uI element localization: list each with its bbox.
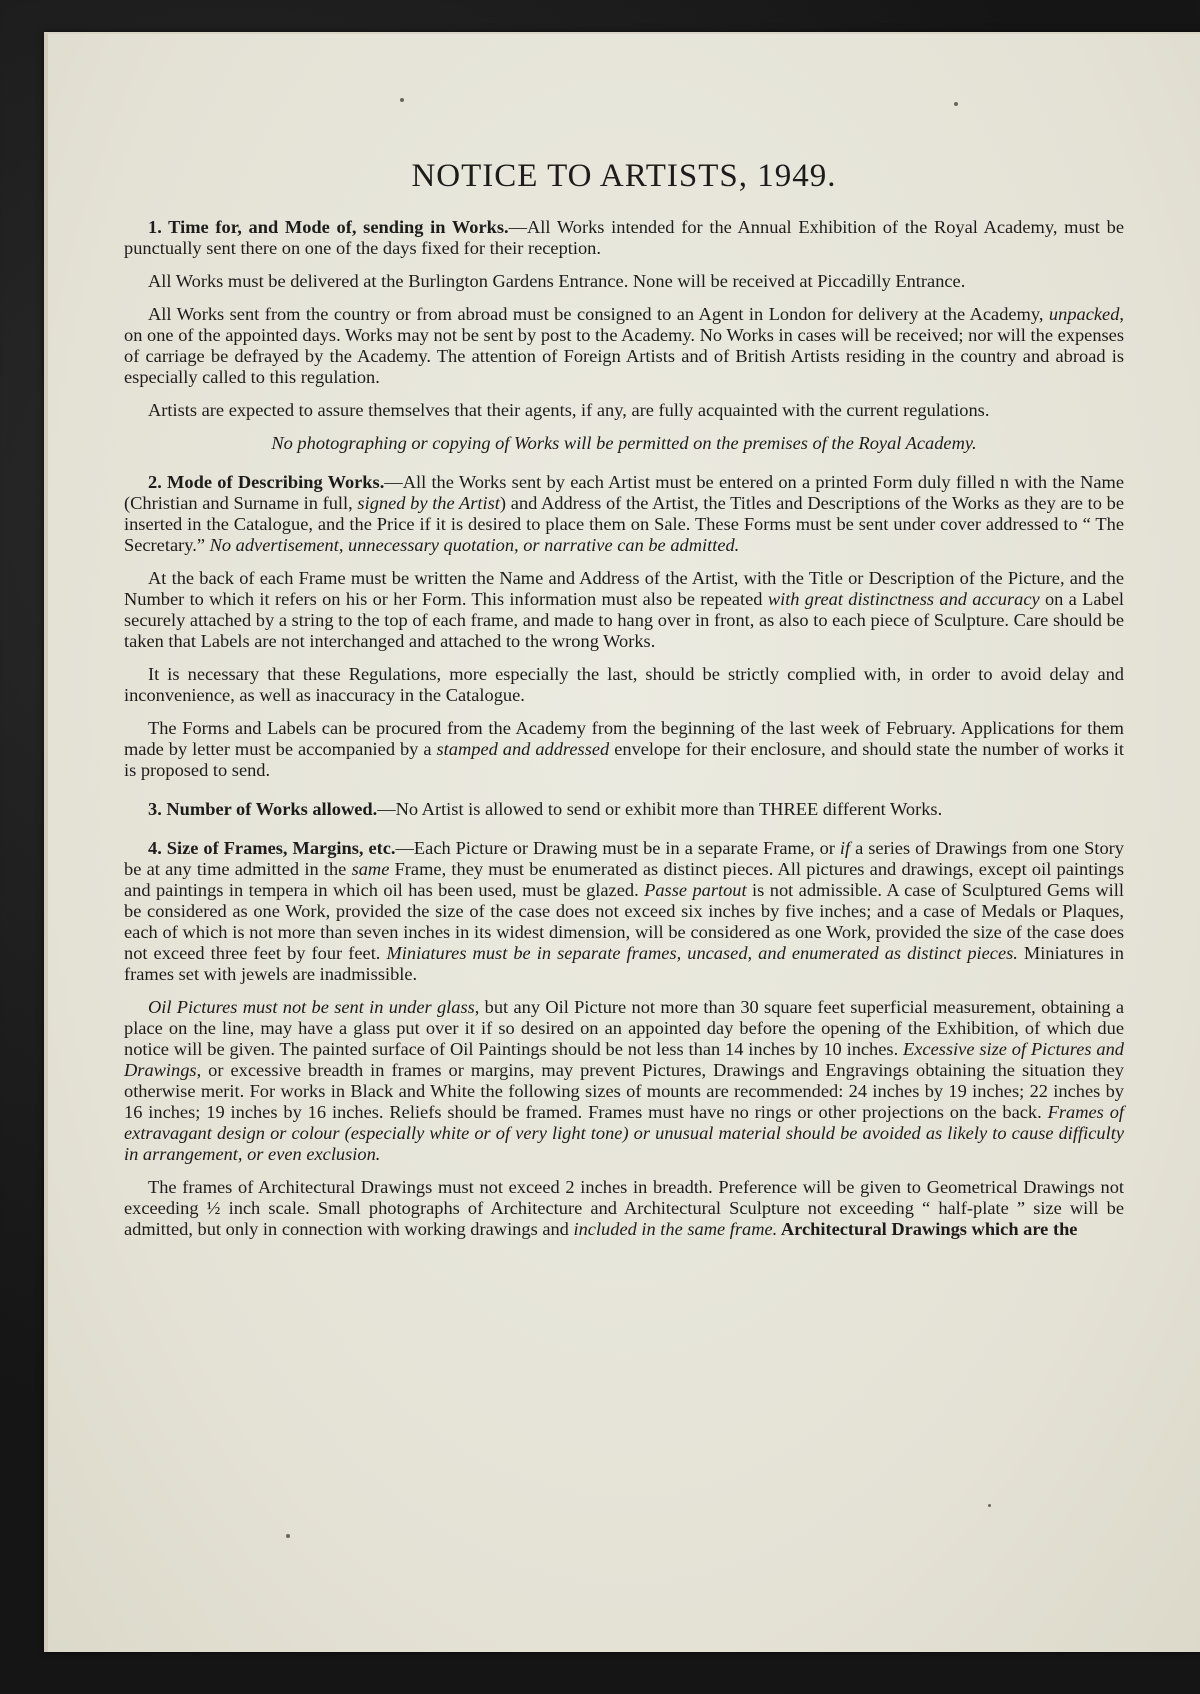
text-run: The Forms and Labels can be procured from the Academy from the beginning of the last week of February. Applications for them made by letter must be accompanied by a: [124, 718, 1124, 759]
text-run: At the back of each Frame must be written the Name and Address of the Artist, with the Title or Description of the Picture, and the Number to which it refers on his or her Form. This information must also be repeated: [124, 568, 1124, 609]
text-run: —Each Picture or Drawing must be in a separate Frame, or: [395, 838, 840, 858]
text-run: ) and Address of the Artist, the Titles and Descriptions of the Works as they are to be inserted in the Catalogue, and the Price if it is desired to place them on Sale. These Forms must be sent under cover addressed to “ The Secretary.”: [124, 493, 1124, 555]
italic-run: included in the same frame.: [573, 1219, 778, 1239]
text-run: —All the Works sent by each Artist must be entered on a printed Form duly filled n with the Name (Christian and Surname in full,: [124, 472, 1124, 513]
italic-run: signed by the Artist: [357, 493, 500, 513]
italic-run: unpacked: [1048, 304, 1120, 324]
section-4-heading: 4. Size of Frames, Margins, etc.: [148, 838, 396, 858]
section-1-intro: [124, 217, 1124, 259]
section-2-intro: [124, 472, 1124, 556]
section-2-paragraph-3: It is necessary that these Regulations, more especially the last, should be strictly complied with, in order to avoid delay and inconvenience, as well as inaccuracy in the Catalogue.: [124, 664, 1124, 705]
text-run: Frame, they must be enumerated as distinct pieces. All pictures and drawings, except oil paintings and paintings in tempera in which oil has been used, must be glazed.: [124, 859, 1124, 900]
text-run: is not admissible. A case of Sculptured Gems will be considered as one Work, provided the size of the case does not exceed six inches by five inches; and a case of Medals or Plaques, each of which is not more than seven inches in its widest dimension, will be considered as one Work, provided the size of the case does not exceed three feet by four feet.: [124, 880, 1124, 963]
text-run: a series of Drawings from one Story be at any time admitted in the: [124, 838, 1124, 879]
paper-speck: [988, 1504, 991, 1507]
text-run: —No Artist is allowed to send or exhibit more than THREE different Works.: [377, 799, 943, 819]
text-run: Architectural Drawings which are the: [777, 1219, 1078, 1239]
section-4-paragraph-2: [124, 997, 1124, 1165]
text-run: , or excessive breadth in frames or margins, may prevent Pictures, Drawings and Engravings obtaining the situation they otherwise merit. For works in Black and White the following sizes of mounts are recommended: 24 inches by 19 inches; 22 inches by 16 inches; 19 inches by 16 inches. Reliefs should be framed. Frames must have no rings or other projections on the back.: [124, 1060, 1124, 1122]
section-4-paragraph-3: [124, 1177, 1124, 1240]
text-run: Miniatures in frames set with jewels are inadmissible.: [124, 943, 1124, 984]
section-1-notice: No photographing or copying of Works will be permitted on the premises of the Royal Academy.: [271, 433, 977, 453]
text-run: , but any Oil Picture not more than 30 square feet superficial measurement, obtaining a place on the line, may have a glass put over it if so desired on an appointed day before the opening of the Exhibition, of which due notice will be given. The painted surface of Oil Paintings should be not less than 14 inches by 10 inches.: [124, 997, 1124, 1059]
text-run: The frames of Architectural Drawings must not exceed 2 inches in breadth. Preference will be given to Geometrical Drawings not exceeding ½ inch scale. Small photographs of Architecture and Architectural Sculpture not exceeding “ half-plate ” size will be admitted, but only in connection with working drawings and: [124, 1177, 1124, 1239]
section-1-heading: 1. Time for, and Mode of, sending in Works.: [148, 217, 509, 237]
italic-run: Frames of extravagant design or colour (especially white or of very light tone) or unusual material should be avoided as likely to cause difficulty in arrangement, or even exclusion.: [124, 1102, 1125, 1164]
page-title: NOTICE TO ARTISTS, 1949.: [411, 158, 837, 194]
paper-speck: [400, 98, 404, 102]
italic-run: Miniatures must be in separate frames, uncased, and enumerated as distinct pieces.: [386, 943, 1018, 963]
italic-run: if: [839, 838, 851, 858]
section-3-intro: [124, 799, 1124, 820]
paper-speck: [286, 1534, 290, 1538]
text-run: envelope for their enclosure, and should state the number of works it is proposed to send.: [124, 739, 1124, 780]
text-run: on a Label securely attached by a string to the top of each frame, and made to hang over in front, as also to each piece of Sculpture. Care should be taken that Labels are not interchanged and attached to the wrong Works.: [124, 589, 1124, 651]
paper-speck: [954, 102, 958, 106]
section-3-heading: 3. Number of Works allowed.: [148, 799, 378, 819]
italic-run: with great distinctness and accuracy: [767, 589, 1040, 609]
text-run: All Works sent from the country or from abroad must be consigned to an Agent in London for delivery at the Academy,: [148, 304, 1049, 324]
section-1-text: —All Works intended for the Annual Exhibition of the Royal Academy, must be punctually sent there on one of the days fixed for their reception.: [124, 217, 1124, 258]
section-1-paragraph-3: [124, 304, 1124, 388]
section-4-intro: [124, 838, 1124, 985]
section-2-heading: 2. Mode of Describing Works.: [148, 472, 385, 492]
italic-run: Oil Pictures must not be sent in under glass: [148, 997, 475, 1017]
italic-run: No advertisement, unnecessary quotation, or narrative can be admitted.: [209, 535, 740, 555]
section-1-paragraph-2: All Works must be delivered at the Burlington Gardens Entrance. None will be received at Piccadilly Entrance.: [148, 271, 966, 291]
italic-run: Passe partout: [644, 880, 747, 900]
notice-document: [124, 120, 1124, 1252]
section-2-paragraph-4: [124, 718, 1124, 781]
section-2-paragraph-2: [124, 568, 1124, 652]
text-run: , on one of the appointed days. Works may not be sent by post to the Academy. No Works in cases will be received; nor will the expenses of carriage be defrayed by the Academy. The attention of Foreign Artists and of British Artists residing in the country and abroad is especially called to this regulation.: [124, 304, 1124, 387]
section-1-paragraph-4: Artists are expected to assure themselves that their agents, if any, are fully acquainted with the current regulations.: [148, 400, 990, 420]
italic-run: same: [351, 859, 390, 879]
italic-run: stamped and addressed: [436, 739, 610, 759]
italic-run: Excessive size of Pictures and Drawings: [124, 1039, 1124, 1080]
